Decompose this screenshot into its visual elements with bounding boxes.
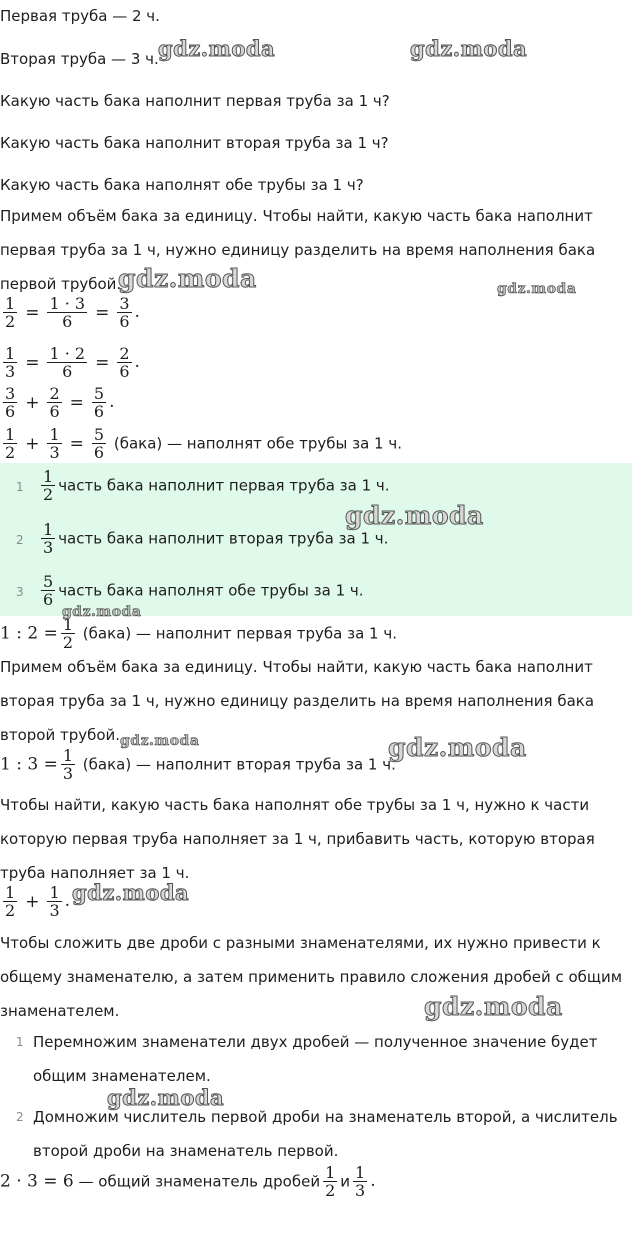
- division-2: 1 : 3 = $\frac{1}{3}$ (бака) — наполнит вторая труба за 1 ч.: [0, 746, 396, 783]
- watermark: gdz.moda: [118, 264, 257, 293]
- step-2-line-2: второй дроби на знаменатель первой.: [33, 1142, 339, 1160]
- answer-number: 1: [16, 480, 24, 494]
- question-3: Какую часть бака наполнят обе трубы за 1 ч?: [0, 176, 364, 194]
- watermark: gdz.moda: [62, 604, 142, 620]
- equation-1: $\frac{1}{2}$ = $\frac{1 \cdot 3}{6}$ = $\frac{3}{6}$ .: [5, 294, 140, 331]
- rule-line-2: общему знаменателю, а затем применить правило сложения дробей с общим: [0, 968, 623, 986]
- answer-number: 2: [16, 533, 24, 547]
- intro-line-2: первая труба за 1 ч, нужно единицу разделить на время наполнения бака: [0, 241, 596, 259]
- intro2-line-1: Примем объём бака за единицу. Чтобы найти, какую часть бака наполнит: [0, 658, 593, 676]
- both-line-2: которую первая труба наполняет за 1 ч, прибавить часть, которую вторая: [0, 830, 595, 848]
- given-pipe1: Первая труба — 2 ч.: [0, 7, 160, 25]
- intro-line-3: первой трубой.: [0, 275, 122, 293]
- intro2-line-2: вторая труба за 1 ч, нужно единицу разделить на время наполнения бака: [0, 692, 595, 710]
- rule-line-1: Чтобы сложить две дроби с разными знаменателями, их нужно привести к: [0, 934, 601, 952]
- step-1-line-1: Перемножим знаменатели двух дробей — полученное значение будет: [33, 1033, 598, 1051]
- watermark: gdz.moda: [388, 733, 527, 762]
- intro-line-1: Примем объём бака за единицу. Чтобы найти, какую часть бака наполнит: [0, 207, 593, 225]
- step-1-line-2: общим знаменателем.: [33, 1067, 211, 1085]
- common-denominator: 2 · 3 = 6 — общий знаменатель дробей $\frac{1}{2}$ и $\frac{1}{3}$ .: [0, 1163, 376, 1200]
- both-line-1: Чтобы найти, какую часть бака наполнят обе трубы за 1 ч, нужно к части: [0, 796, 590, 814]
- watermark: gdz.moda: [345, 501, 484, 530]
- answer-block: [0, 463, 632, 616]
- step-2-line-1: Домножим числитель первой дроби на знаменатель второй, а числитель: [33, 1108, 618, 1126]
- answer-number: 3: [16, 585, 24, 599]
- watermark: gdz.moda: [107, 1085, 225, 1110]
- answer-item-1: $\frac{1}{2}$ часть бака наполнит первая труба за 1 ч.: [43, 467, 390, 504]
- equation-4: $\frac{1}{2}$ + $\frac{1}{3}$ = $\frac{5}{6}$ (бака) — наполнят обе трубы за 1 ч.: [5, 425, 402, 462]
- division-1: 1 : 2 = $\frac{1}{2}$ (бака) — наполнит первая труба за 1 ч.: [0, 615, 397, 652]
- equation-3: $\frac{3}{6}$ + $\frac{2}{6}$ = $\frac{5}{6}$ .: [5, 384, 115, 421]
- given-pipe2: Вторая труба — 3 ч.: [0, 50, 159, 68]
- watermark: gdz.moda: [120, 733, 200, 749]
- step-number: 2: [16, 1110, 24, 1124]
- both-line-3: труба наполняет за 1 ч.: [0, 864, 190, 882]
- question-1: Какую часть бака наполнит первая труба за 1 ч?: [0, 92, 390, 110]
- question-2: Какую часть бака наполнит вторая труба за 1 ч?: [0, 134, 389, 152]
- watermark: gdz.moda: [424, 992, 563, 1021]
- intro2-line-3: второй трубой.: [0, 726, 121, 744]
- sum-expression: $\frac{1}{2}$ + $\frac{1}{3}$ .: [5, 883, 71, 920]
- watermark: gdz.moda: [72, 880, 190, 905]
- answer-item-2: $\frac{1}{3}$ часть бака наполнит вторая труба за 1 ч.: [43, 520, 389, 557]
- step-number: 1: [16, 1035, 24, 1049]
- rule-line-3: знаменателем.: [0, 1002, 120, 1020]
- answer-item-3: $\frac{5}{6}$ часть бака наполнят обе трубы за 1 ч.: [43, 572, 364, 609]
- watermark: gdz.moda: [158, 36, 276, 61]
- watermark: gdz.moda: [410, 36, 528, 61]
- equation-2: $\frac{1}{3}$ = $\frac{1 \cdot 2}{6}$ = $\frac{2}{6}$ .: [5, 344, 140, 381]
- watermark: gdz.moda: [497, 281, 577, 297]
